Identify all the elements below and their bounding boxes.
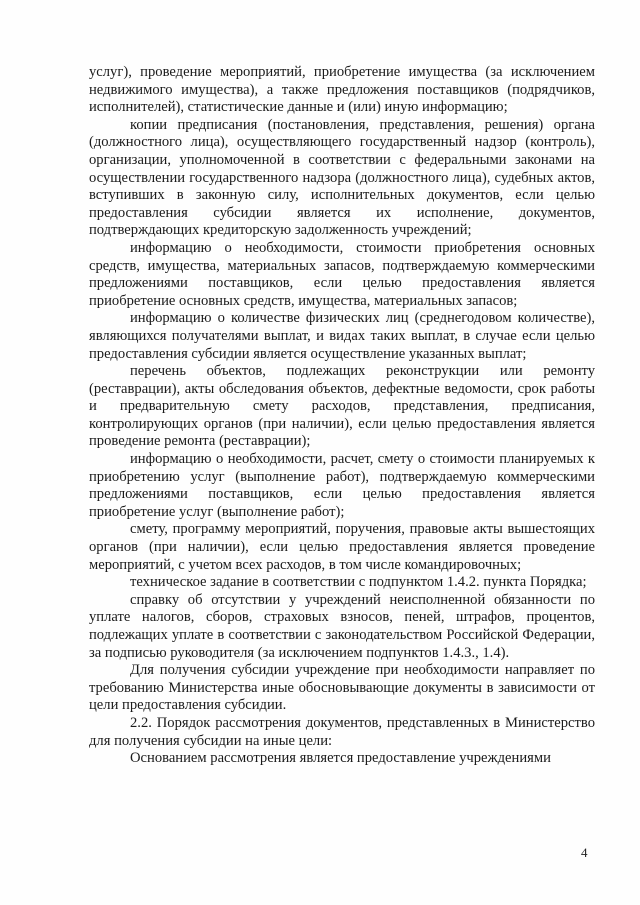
- paragraph-9: справку об отсутствии у учреждений неисполненной обязанности по уплате налогов, сборов, страховых взносов, пеней, штрафов, процентов, подлежащих уплате в соответствии с законодательством Российской Федерации, за подписью руководителя (за исключением подпунктов 1.4.3., 1.4).: [89, 591, 595, 661]
- paragraph-12: Основанием рассмотрения является предоставление учреждениями: [130, 750, 551, 767]
- paragraph-6: информацию о необходимости, расчет, смету о стоимости планируемых к приобретению услуг (выполнение работ), подтверждаемую коммерческими предложениями поставщиков, если целью предоставления является приобретение услуг (выполнение работ);: [89, 451, 595, 520]
- paragraph-7: смету, программу мероприятий, поручения, правовые акты вышестоящих органов (при наличии), если целью предоставления является проведение мероприятий, с учетом всех расходов, в том числе командировочных;: [89, 521, 595, 573]
- document-body: [89, 64, 595, 768]
- paragraph-2: копии предписания (постановления, представления, решения) органа (должностного лица), осуществляющего государственный надзор (контроль), организации, уполномоченной в соответствии с федеральными законами на осуществлении государственного надзора (должностного лица), судебных актов, вступивших в законную силу, исполнительных документов, если целью предоставления субсидии является их исполнение, документов, подтверждающих кредиторскую задолженность учреждений;: [89, 116, 595, 239]
- paragraph-5: перечень объектов, подлежащих реконструкции или ремонту (реставрации), акты обследования объектов, дефектные ведомости, срок работы и предварительную смету расходов, представления, предписания, контролирующих органов (при наличии), если целью предоставления является проведение ремонта (реставрации);: [89, 363, 595, 450]
- paragraph-11: 2.2. Порядок рассмотрения документов, представленных в Министерство для получения субсидии на иные цели:: [89, 714, 595, 749]
- paragraph-8: техническое задание в соответствии с подпунктом 1.4.2. пункта Порядка;: [130, 574, 587, 591]
- paragraph-10: Для получения субсидии учреждение при необходимости направляет по требованию Министерства иные обосновывающие документы в зависимости от цели предоставления субсидии.: [89, 662, 595, 714]
- paragraph-3: информацию о необходимости, стоимости приобретения основных средств, имущества, материальных запасов, подтверждаемую коммерческими предложениями поставщиков, если целью предоставления является приобретение основных средств, имущества, материальных запасов;: [89, 239, 595, 309]
- paragraph-4: информацию о количестве физических лиц (среднегодовом количестве), являющихся получателями выплат, и видах таких выплат, в случае если целью предоставления субсидии является осуществление указанных выплат;: [89, 310, 595, 362]
- paragraph-1: услуг), проведение мероприятий, приобретение имущества (за исключением недвижимого имущества), а также предложения поставщиков (подрядчиков, исполнителей), статистические данные и (или) иную информацию;: [89, 64, 595, 116]
- page-number: 4: [581, 845, 588, 860]
